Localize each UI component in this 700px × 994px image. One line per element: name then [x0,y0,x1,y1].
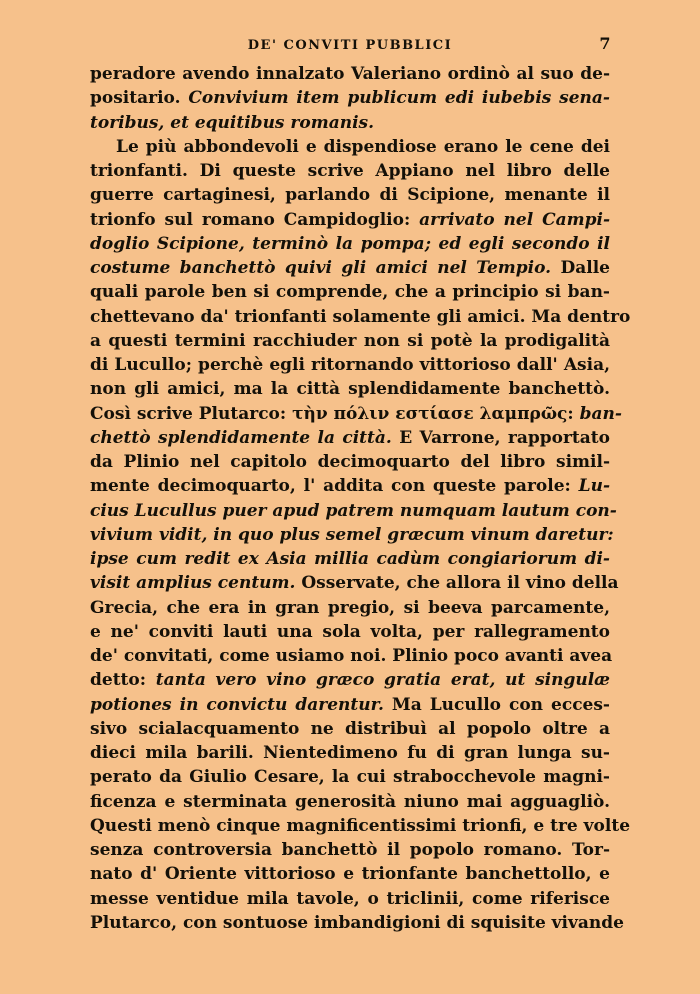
text-run: di Lucullo; perchè egli ritornando vittorioso dall' Asia, [90,355,610,375]
text-line [90,838,610,862]
text-run: Così scrive Plutarco: [90,403,293,424]
italic-text-run: ipse cum redit ex Asia millia cadùm congiariorum di- [90,549,610,569]
text-line [90,741,610,765]
running-head [90,34,612,62]
text-line [90,280,610,304]
text-run: positario. [90,88,189,109]
italic-text-run: chettò splendidamente la città. [90,427,400,448]
text-run: mente decimoquarto, l' addita con queste parole: [90,476,579,497]
text-run: E Varrone, rapportato [399,427,610,448]
text-run: τὴν πόλιν εστίασε λαμπρῶς: [292,403,580,424]
text-run: guerre cartaginesi, parlando di Scipione, menante il [90,185,610,206]
italic-text-run: doglio Scipione, terminò la pompa; ed egli secondo il [90,233,610,254]
text-line [90,426,610,450]
text-run: Le più abbondevoli e dispendiose erano le cene dei [116,136,610,157]
text-line [90,596,610,620]
text-line [90,232,610,256]
text-run: dieci mila barili. Nientedimeno fu di gran lunga su- [90,743,610,763]
text-line [90,208,610,232]
text-line [90,814,631,838]
text-line [90,474,610,498]
italic-text-run: vivium vidit, in quo plus semel græcum vinum daretur: [90,524,614,545]
italic-text-run: Lu- [578,476,610,497]
text-run: chettevano da' trionfanti solamente gli amici. Ma dentro [90,306,631,327]
text-line [90,911,624,935]
italic-text-run: tanta vero vino græco gratia erat, ut singulæ [155,670,610,691]
text-run: Questi menò cinque magnificentissimi trionfi, e tre volte [90,815,631,836]
text-line [90,571,619,595]
text-line [90,402,622,426]
text-run: messe ventidue mila tavole, o triclinii, come riferisce [90,888,610,909]
text-run: trionfo sul romano Campidoglio: [90,209,420,230]
text-line [90,135,610,159]
text-run: non gli amici, ma la città splendidamente banchettò. [90,379,610,400]
text-run: ficenza e sterminata generosità niuno mai agguagliò. [90,791,610,812]
italic-text-run: cius Lucullus puer apud patrem numquam lautum con- [90,500,617,521]
italic-text-run: arrivato nel Campi- [419,209,611,230]
text-run: Grecia, che era in gran pregio, si beeva parcamente, [90,597,610,618]
text-run: nato d' Oriente vittorioso e trionfante banchettollo, e [90,864,610,885]
italic-text-run: potiones in convictu darentur. [90,694,392,715]
text-line [90,256,610,280]
text-run: peradore avendo innalzato Valeriano ordinò al suo de- [90,64,610,84]
text-run: e ne' conviti lauti una sola volta, per rallegramento [90,621,610,642]
text-line [90,765,610,789]
text-run: sivo scialacquamento ne distribuì al popolo oltre a [90,718,610,739]
text-line [90,329,610,353]
text-line [90,717,610,741]
text-line [90,111,610,135]
text-run: da Plinio nel capitolo decimoquarto del libro simil- [90,452,610,472]
text-run: senza controversia banchettò il popolo romano. Tor- [90,840,610,860]
text-run: a questi termini racchiuder non si potè la prodigalità [90,330,610,351]
text-line [90,86,610,110]
text-line [90,693,610,717]
text-line [90,353,610,377]
italic-text-run: ban- [579,403,622,424]
text-line [90,668,610,692]
text-run: detto: [90,670,156,691]
text-line [90,790,610,814]
running-title: DE' CONVITI PUBBLICI [247,38,453,53]
text-line [90,523,614,547]
text-line [90,620,610,644]
text-run: Ma Lucullo con ecces- [391,694,610,715]
text-line [90,862,610,886]
body-text [90,62,631,935]
text-line [90,159,610,183]
text-run: Osservate, che allora il vino della [301,573,619,594]
text-line [90,377,610,401]
text-line [90,547,610,571]
text-run: trionfanti. Di queste scrive Appiano nel libro delle [90,161,610,181]
text-line [90,450,610,474]
text-run: de' convitati, come usiamo noi. Plinio poco avanti avea [90,646,613,666]
text-line [90,305,631,329]
text-run: Dalle [560,258,610,278]
italic-text-run: costume banchettò quivi gli amici nel Tempio. [90,258,561,278]
text-line [90,887,610,911]
italic-text-run: Convivium item publicum edi iubebis sena- [188,88,610,109]
text-run: quali parole ben si comprende, che a principio si ban- [90,282,610,303]
text-run: perato da Giulio Cesare, la cui strabocchevole magni- [90,767,610,788]
text-line [90,183,610,207]
page-number: 7 [599,34,612,53]
italic-text-run: toribus, et equitibus romanis. [90,112,375,133]
text-run: Plutarco, con sontuose imbandigioni di squisite vivande [90,912,624,933]
italic-text-run: visit amplius centum. [90,573,302,594]
text-line [90,62,610,86]
text-line [90,499,617,523]
text-line [90,644,613,668]
